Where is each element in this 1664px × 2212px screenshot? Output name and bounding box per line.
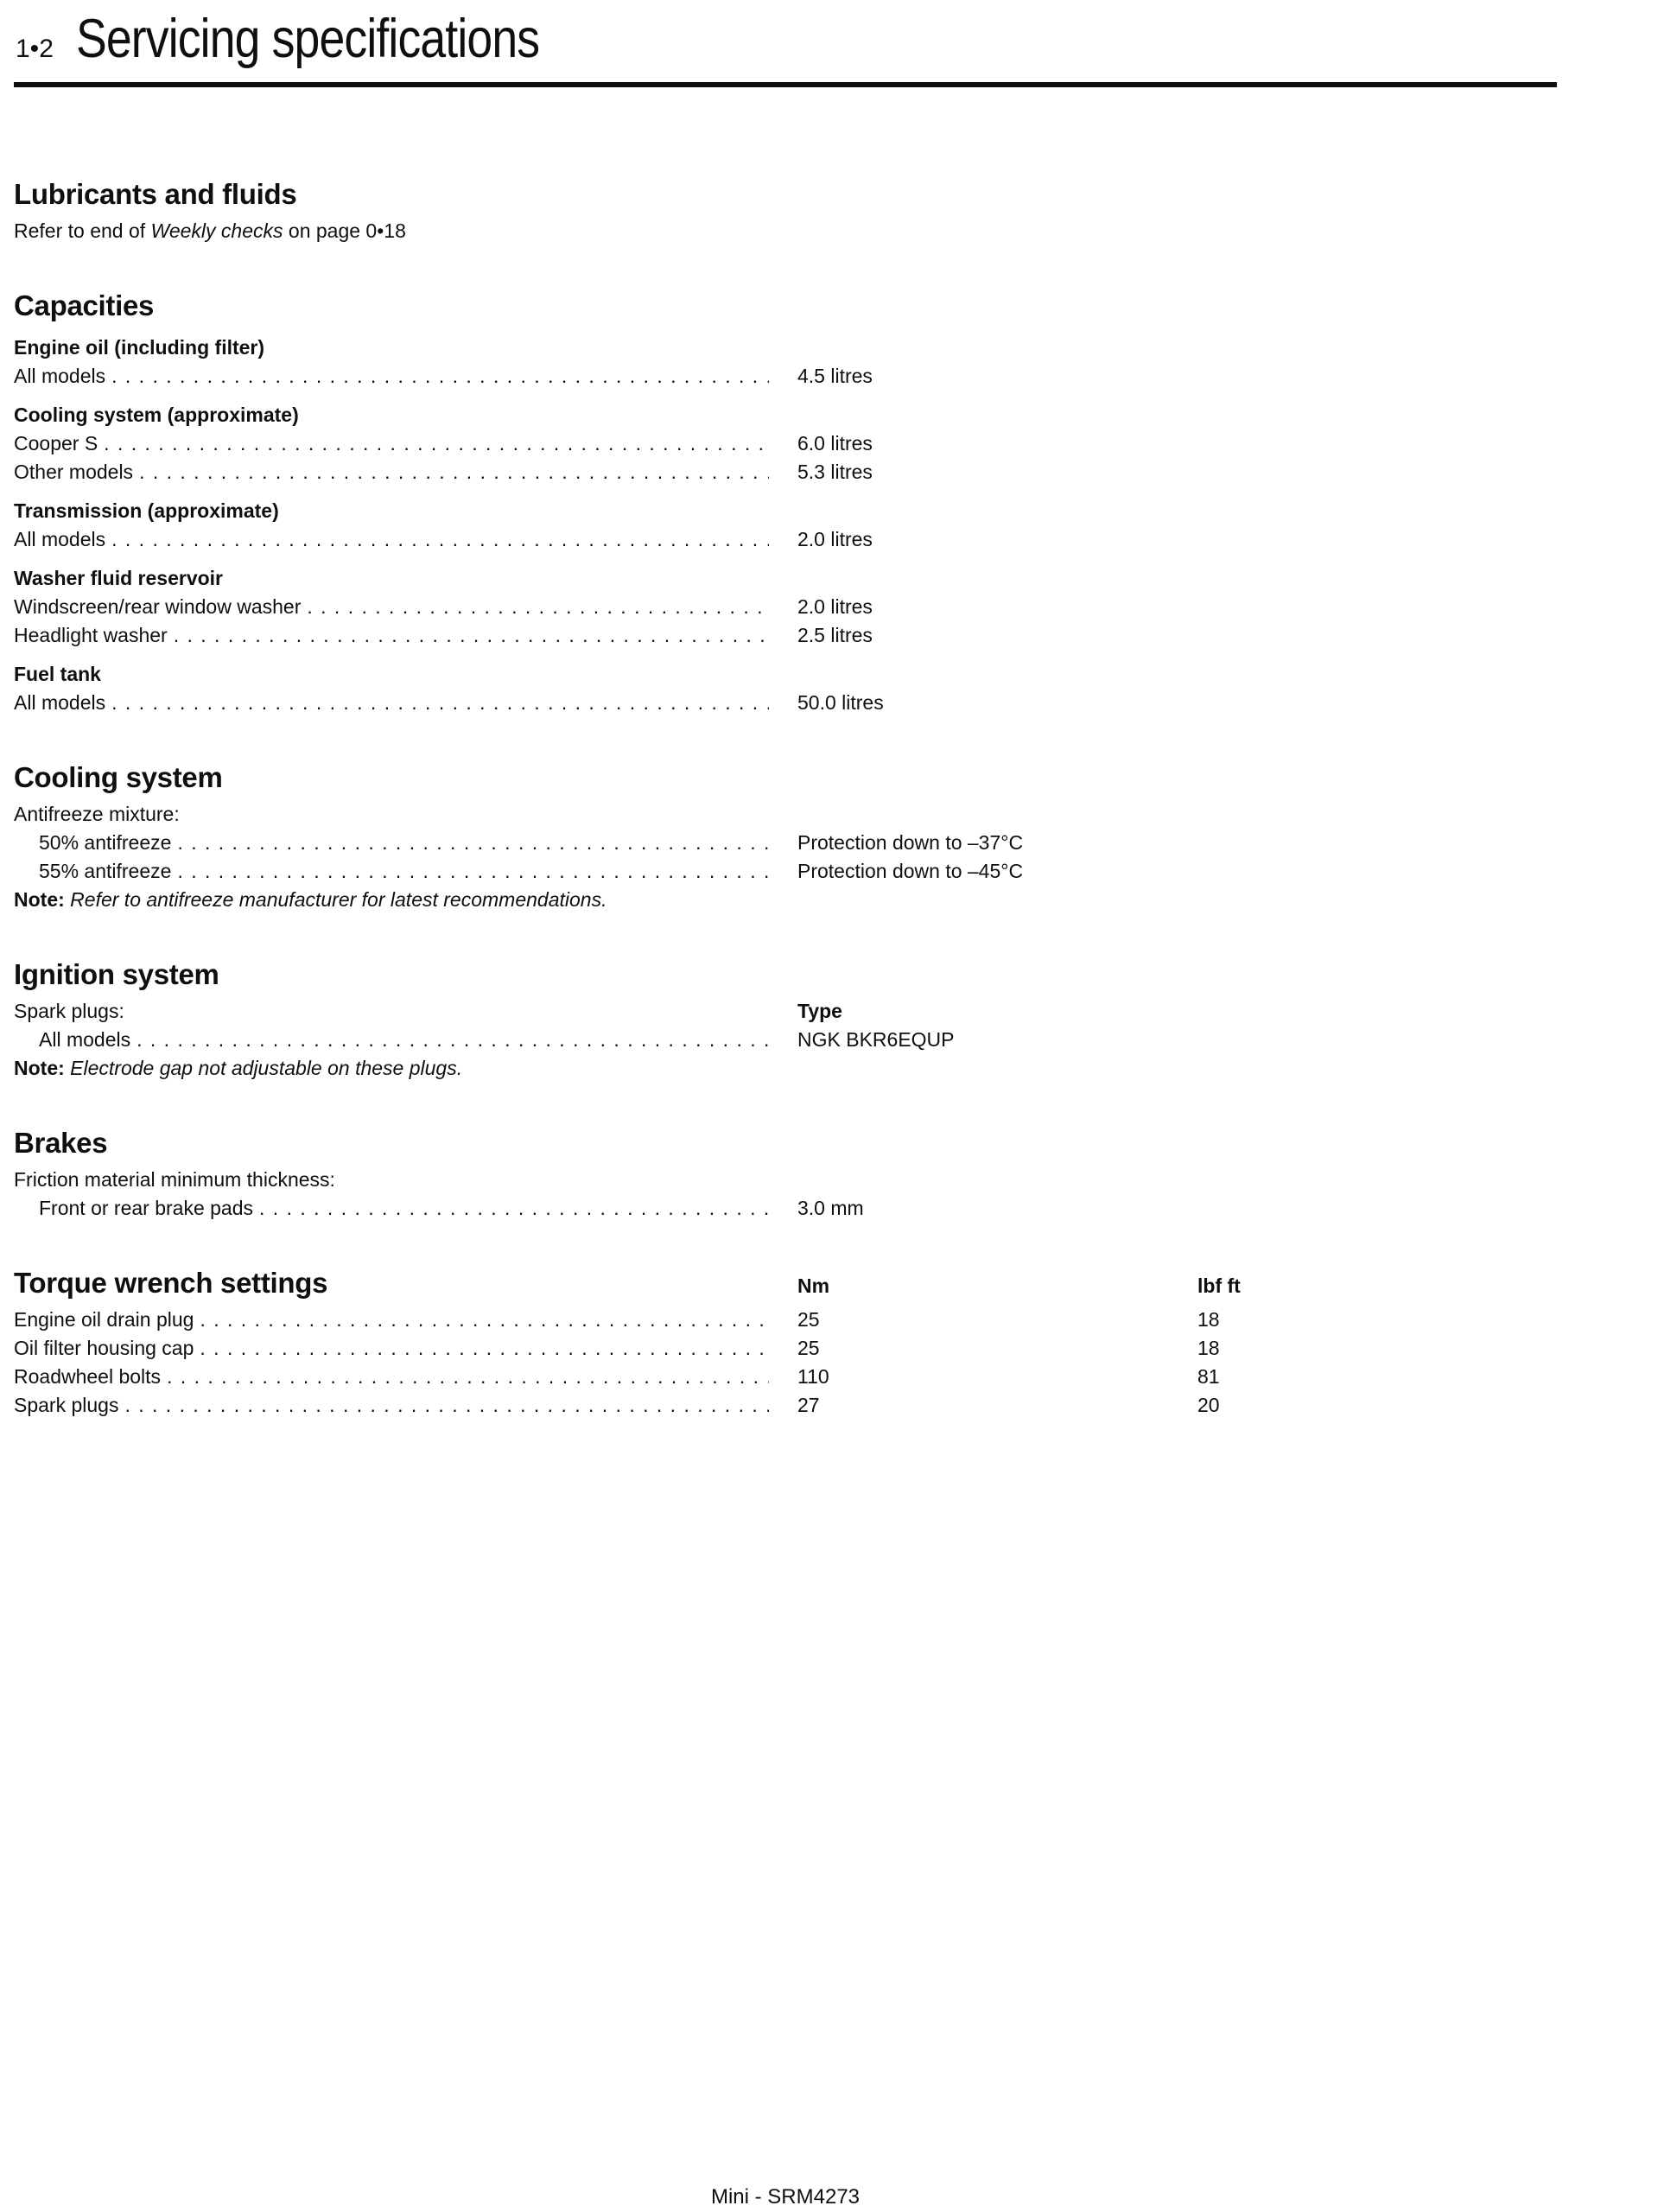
spec-row: [14, 1363, 1557, 1391]
spec-row: [14, 621, 1557, 650]
spec-label: Other models: [14, 461, 134, 483]
group-subheading: Engine oil (including filter): [14, 336, 265, 359]
spec-label: All models: [39, 1028, 131, 1051]
capacities-group-washer-fluid: [14, 564, 1557, 650]
spec-value: Protection down to –37°C: [797, 831, 1024, 854]
spec-label: 55% antifreeze: [39, 860, 172, 882]
lbf-ft-value: 81: [1197, 1365, 1220, 1388]
capacities-group-engine-oil: [14, 334, 1557, 391]
group-subheading: Washer fluid reservoir: [14, 567, 224, 589]
spec-label: All models: [14, 528, 106, 550]
torque-heading: Torque wrench settings: [14, 1267, 328, 1299]
group-subheading: Cooling system (approximate): [14, 404, 299, 426]
spec-row: [14, 689, 1557, 717]
capacities-group-cooling-system: [14, 401, 1557, 486]
lubricants-heading: Lubricants and fluids: [14, 178, 297, 210]
spec-row: [14, 1334, 1557, 1363]
spec-label: Windscreen/rear window washer: [14, 595, 302, 618]
spec-value: 5.3 litres: [797, 461, 873, 483]
lubricants-intro: [14, 217, 1557, 245]
ignition-heading: Ignition system: [14, 958, 219, 990]
dot-leader: [130, 1026, 769, 1054]
dot-leader: [301, 593, 769, 621]
dot-leader: [105, 689, 769, 717]
capacities-group-fuel-tank: [14, 660, 1557, 717]
nm-value: 27: [797, 1394, 820, 1416]
spec-label: Headlight washer: [14, 624, 168, 646]
section-lubricants-and-fluids: [14, 177, 1557, 245]
nm-value: 25: [797, 1308, 820, 1331]
ignition-note: [14, 1054, 1557, 1083]
spec-label: 50% antifreeze: [39, 831, 172, 854]
nm-column-header: Nm: [797, 1274, 830, 1297]
section-torque-wrench-settings: [14, 1266, 1557, 1420]
section-brakes: [14, 1126, 1557, 1223]
page-header: [14, 0, 1557, 87]
note-text: Refer to antifreeze manufacturer for latest recommendations.: [64, 888, 607, 911]
dot-leader: [168, 621, 769, 650]
spec-label: Engine oil drain plug: [14, 1308, 194, 1331]
page-title: Servicing specifications: [75, 9, 540, 69]
dot-leader: [105, 362, 769, 391]
spec-row: [14, 857, 1557, 886]
lbf-ft-value: 20: [1197, 1394, 1220, 1416]
dot-leader: [194, 1306, 769, 1334]
spec-row: [14, 362, 1557, 391]
spec-value: 4.5 litres: [797, 365, 873, 387]
note-label: Note:: [14, 1057, 65, 1079]
spec-label: Oil filter housing cap: [14, 1337, 194, 1359]
group-subheading: Transmission (approximate): [14, 499, 279, 522]
spec-value: 3.0 mm: [797, 1197, 864, 1219]
type-column-header: Type: [797, 1000, 842, 1022]
brakes-intro: Friction material minimum thickness:: [14, 1168, 335, 1191]
spec-row: [14, 1026, 1557, 1054]
capacities-heading: Capacities: [14, 289, 155, 321]
cooling-note: [14, 886, 1557, 914]
spec-row: [14, 829, 1557, 857]
spec-row: [14, 458, 1557, 486]
dot-leader: [98, 429, 769, 458]
page-footer: [14, 2184, 1557, 2210]
group-subheading: Fuel tank: [14, 663, 101, 685]
nm-value: 25: [797, 1337, 820, 1359]
nm-value: 110: [797, 1365, 829, 1388]
spec-value: 2.0 litres: [797, 528, 873, 550]
spec-label: Cooper S: [14, 432, 98, 454]
lbf-ft-value: 18: [1197, 1308, 1220, 1331]
spec-label: Front or rear brake pads: [39, 1197, 254, 1219]
spec-row: [14, 1194, 1557, 1223]
cooling-heading: Cooling system: [14, 761, 223, 793]
dot-leader: [171, 829, 769, 857]
note-label: Note:: [14, 888, 65, 911]
lbf-ft-column-header: lbf ft: [1197, 1274, 1241, 1297]
page-number: 1•2: [16, 35, 54, 63]
intro-prefix: Refer to end of: [14, 219, 151, 242]
capacities-group-transmission: [14, 497, 1557, 554]
ignition-intro: Spark plugs:: [14, 1000, 124, 1022]
spec-label: Spark plugs: [14, 1394, 119, 1416]
cooling-intro: Antifreeze mixture:: [14, 803, 180, 825]
spec-value: 50.0 litres: [797, 691, 884, 714]
dot-leader: [161, 1363, 769, 1391]
note-text: Electrode gap not adjustable on these plugs.: [64, 1057, 463, 1079]
dot-leader: [118, 1391, 769, 1420]
spec-value: 2.0 litres: [797, 595, 873, 618]
spec-row: [14, 525, 1557, 554]
page-content: [14, 0, 1557, 1420]
spec-label: Roadwheel bolts: [14, 1365, 162, 1388]
spec-value: NGK BKR6EQUP: [797, 1028, 955, 1051]
ignition-header-row: [14, 997, 1557, 1026]
lbf-ft-value: 18: [1197, 1337, 1220, 1359]
spec-value: Protection down to –45°C: [797, 860, 1024, 882]
dot-leader: [253, 1194, 769, 1223]
spec-label: All models: [14, 691, 106, 714]
spec-row: [14, 429, 1557, 458]
brakes-heading: Brakes: [14, 1127, 108, 1159]
spec-value: 2.5 litres: [797, 624, 873, 646]
dot-leader: [105, 525, 769, 554]
dot-leader: [133, 458, 769, 486]
section-ignition-system: [14, 957, 1557, 1083]
spec-row: [14, 1306, 1557, 1334]
section-cooling-system: [14, 760, 1557, 914]
spec-row: [14, 1391, 1557, 1420]
section-capacities: [14, 289, 1557, 717]
dot-leader: [194, 1334, 769, 1363]
spec-label: All models: [14, 365, 106, 387]
footer-text: Mini - SRM4273: [710, 2185, 861, 2209]
spec-value: 6.0 litres: [797, 432, 873, 454]
dot-leader: [171, 857, 769, 886]
intro-suffix: on page 0•18: [283, 219, 406, 242]
spec-row: [14, 593, 1557, 621]
torque-header-row: [14, 1266, 1557, 1300]
intro-reference: Weekly checks: [150, 219, 283, 242]
